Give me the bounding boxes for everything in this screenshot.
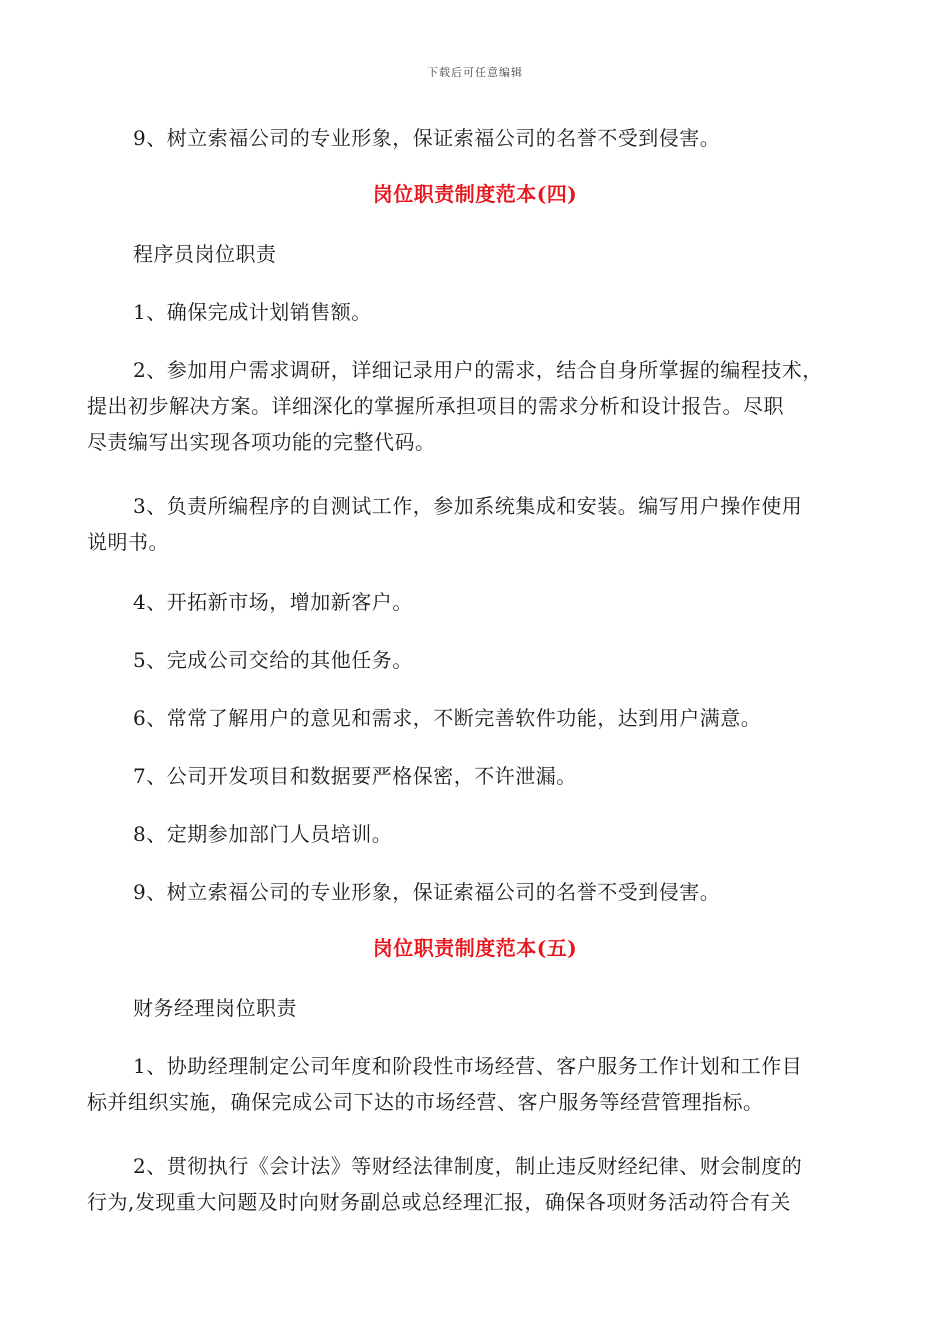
text-line: 岗位职责制度范本(四) (372, 182, 578, 206)
text-line: 4、开拓新市场，增加新客户。 (133, 590, 413, 614)
paragraph (87, 488, 863, 560)
text-line: 程序员岗位职责 (133, 242, 277, 266)
section-heading (0, 178, 950, 214)
text-line: 提出初步解决方案。详细深化的掌握所承担项目的需求分析和设计报告。尽职 (87, 394, 784, 418)
text-line: 3、负责所编程序的自测试工作，参加系统集成和安装。编写用户操作使用 (133, 494, 803, 518)
page-header: 下载后可任意编辑 (427, 66, 523, 79)
text-line: 9、树立索福公司的专业形象，保证索福公司的名誉不受到侵害。 (133, 880, 721, 904)
paragraph (87, 1148, 863, 1220)
paragraph (87, 120, 863, 156)
text-line: 1、协助经理制定公司年度和阶段性市场经营、客户服务工作计划和工作目 (133, 1054, 803, 1078)
text-line: 岗位职责制度范本(五) (372, 936, 578, 960)
paragraph (87, 758, 863, 794)
paragraph (87, 990, 863, 1026)
text-line: 行为,发现重大问题及时向财务副总或总经理汇报，确保各项财务活动符合有关 (87, 1190, 791, 1214)
text-line: 5、完成公司交给的其他任务。 (133, 648, 413, 672)
paragraph (87, 700, 863, 736)
text-line: 标并组织实施，确保完成公司下达的市场经营、客户服务等经营管理指标。 (87, 1090, 764, 1114)
text-line: 2、参加用户需求调研，详细记录用户的需求，结合自身所掌握的编程技术， (133, 358, 823, 382)
paragraph (87, 352, 863, 460)
text-line: 8、定期参加部门人员培训。 (133, 822, 393, 846)
paragraph (87, 236, 863, 272)
paragraph (87, 816, 863, 852)
paragraph (87, 584, 863, 620)
paragraph (87, 874, 863, 910)
text-line: 2、贯彻执行《会计法》等财经法律制度，制止违反财经纪律、财会制度的 (133, 1154, 803, 1178)
text-line: 1、确保完成计划销售额。 (133, 300, 372, 324)
text-line: 6、常常了解用户的意见和需求，不断完善软件功能，达到用户满意。 (133, 706, 762, 730)
section-heading (0, 932, 950, 968)
text-line: 财务经理岗位职责 (133, 996, 297, 1020)
text-line: 尽责编写出实现各项功能的完整代码。 (87, 430, 436, 454)
paragraph (87, 294, 863, 330)
paragraph (87, 642, 863, 678)
text-line: 7、公司开发项目和数据要严格保密，不许泄漏。 (133, 764, 577, 788)
paragraph (87, 1048, 863, 1120)
text-line: 说明书。 (87, 530, 169, 554)
text-line: 9、树立索福公司的专业形象，保证索福公司的名誉不受到侵害。 (133, 126, 721, 150)
